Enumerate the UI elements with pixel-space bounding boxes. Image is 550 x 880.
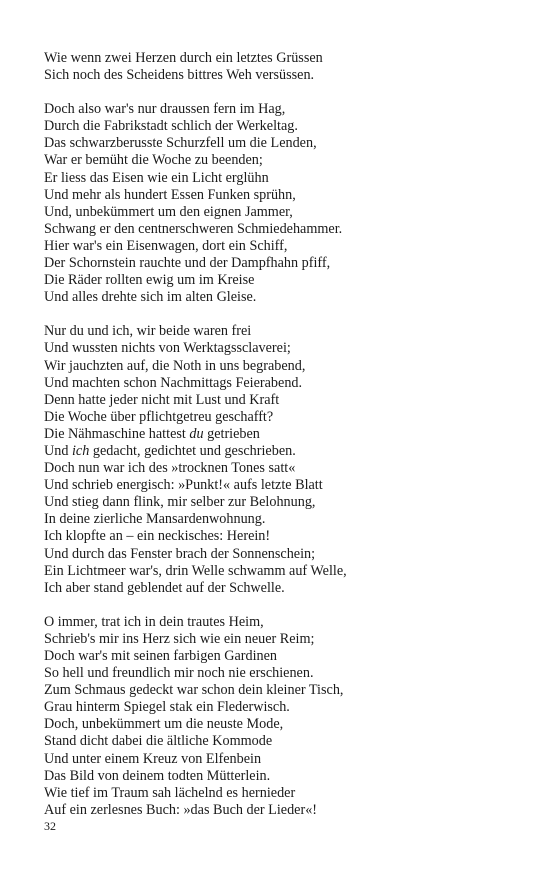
- verse-text: So hell und freundlich mir noch nie erschienen.: [44, 665, 314, 682]
- verse-line: [44, 409, 524, 426]
- verse-line: [44, 751, 524, 768]
- verse-line: [44, 733, 524, 750]
- verse-text: Er liess das Eisen wie ein Licht erglühn: [44, 169, 269, 186]
- verse-text: Und wussten nichts von Werktagssclaverei;: [44, 340, 291, 357]
- verse-line: [44, 50, 524, 67]
- verse-text: Und, unbekümmert um den eignen Jammer,: [44, 203, 293, 220]
- verse-line: [44, 187, 524, 204]
- verse-line: [44, 426, 524, 443]
- verse-line: [44, 699, 524, 716]
- verse-text: Die Woche über pflichtgetreu geschafft?: [44, 408, 274, 425]
- verse-line: [44, 375, 524, 392]
- verse-text: Der Schornstein rauchte und der Dampfhahn pfiff,: [44, 255, 331, 272]
- verse-text: Grau hinterm Spiegel stak ein Flederwisch.: [44, 699, 290, 716]
- verse-line: [44, 67, 524, 84]
- verse-line: [44, 580, 524, 597]
- verse-text: Wie tief im Traum sah lächelnd es hernieder: [44, 784, 296, 801]
- verse-text: Und unter einem Kreuz von Elfenbein: [44, 750, 262, 767]
- verse-line: [44, 238, 524, 255]
- verse-text: Die Nähmaschine hattest: [44, 425, 190, 442]
- verse-text: Wie wenn zwei Herzen durch ein letztes Grüssen: [44, 50, 323, 66]
- verse-line: [44, 802, 524, 819]
- poem-text: [44, 50, 524, 836]
- verse-line: [44, 323, 524, 340]
- verse-line: [44, 648, 524, 665]
- verse-line: [44, 392, 524, 409]
- verse-line: [44, 221, 524, 238]
- verse-line: [44, 358, 524, 375]
- verse-text: Und mehr als hundert Essen Funken sprühn,: [44, 186, 296, 203]
- verse-line: [44, 682, 524, 699]
- verse-text: Das schwarzberusste Schurzfell um die Lenden,: [44, 135, 317, 152]
- verse-text: Auf ein zerlesnes Buch: »das Buch der Lieder«!: [44, 801, 318, 818]
- stanza: [44, 101, 524, 306]
- stanza: [44, 614, 524, 819]
- verse-line: [44, 272, 524, 289]
- verse-text: Zum Schmaus gedeckt war schon dein kleiner Tisch,: [44, 682, 344, 699]
- verse-text: getrieben: [203, 425, 260, 442]
- verse-line: [44, 101, 524, 118]
- verse-text: Ich klopfte an – ein neckisches: Herein!: [44, 528, 271, 545]
- verse-line: [44, 340, 524, 357]
- verse-text: Doch, unbekümmert um die neuste Mode,: [44, 716, 284, 733]
- verse-text: Doch nun war ich des »trocknen Tones satt«: [44, 460, 296, 477]
- stanza: [44, 323, 524, 597]
- verse-text: Die Räder rollten ewig um im Kreise: [44, 272, 255, 289]
- verse-text: Wir jauchzten auf, die Noth in uns begrabend,: [44, 357, 306, 374]
- verse-line: [44, 443, 524, 460]
- verse-line: [44, 118, 524, 135]
- verse-line: [44, 785, 524, 802]
- verse-text: O immer, trat ich in dein trautes Heim,: [44, 613, 264, 630]
- verse-text: Schwang er den centnerschweren Schmiedehammer.: [44, 220, 343, 237]
- verse-line: [44, 631, 524, 648]
- emphasized-word: du: [189, 425, 204, 442]
- verse-text: In deine zierliche Mansardenwohnung.: [44, 511, 266, 528]
- verse-text: Hier war's ein Eisenwagen, dort ein Schiff,: [44, 237, 288, 254]
- verse-text: Doch war's mit seinen farbigen Gardinen: [44, 648, 278, 664]
- verse-line: [44, 528, 524, 545]
- stanza: [44, 50, 524, 84]
- verse-text: Das Bild von deinem todten Mütterlein.: [44, 767, 271, 784]
- verse-text: Nur du und ich, wir beide waren frei: [44, 323, 252, 340]
- verse-line: [44, 614, 524, 631]
- verse-text: Und machten schon Nachmittags Feierabend.: [44, 374, 303, 391]
- verse-line: [44, 152, 524, 169]
- verse-line: [44, 204, 524, 221]
- verse-line: [44, 170, 524, 187]
- verse-text: Denn hatte jeder nicht mit Lust und Kraft: [44, 391, 280, 408]
- page-number: 32: [44, 819, 56, 833]
- verse-line: [44, 494, 524, 511]
- verse-text: Durch die Fabrikstadt schlich der Werkeltag.: [44, 118, 298, 135]
- verse-line: [44, 460, 524, 477]
- verse-line: [44, 289, 524, 306]
- verse-line: [44, 768, 524, 785]
- verse-text: Stand dicht dabei die ältliche Kommode: [44, 733, 273, 750]
- emphasized-word: ich: [71, 442, 90, 459]
- verse-line: [44, 546, 524, 563]
- verse-text: Und durch das Fenster brach der Sonnenschein;: [44, 545, 316, 562]
- verse-text: Ein Lichtmeer war's, drin Welle schwamm auf Welle,: [44, 562, 347, 579]
- verse-text: Schrieb's mir ins Herz sich wie ein neuer Reim;: [44, 630, 315, 647]
- verse-text: Und stieg dann flink, mir selber zur Belohnung,: [44, 494, 316, 511]
- verse-text: Sich noch des Scheidens bittres Weh versüssen.: [44, 67, 315, 84]
- verse-text: War er bemüht die Woche zu beenden;: [44, 152, 263, 169]
- verse-line: [44, 511, 524, 528]
- verse-text: Ich aber stand geblendet auf der Schwelle.: [44, 579, 285, 596]
- verse-text: gedacht, gedichtet und geschrieben.: [89, 442, 296, 459]
- verse-line: [44, 135, 524, 152]
- verse-text: Und schrieb energisch: »Punkt!« aufs letzte Blatt: [44, 477, 323, 494]
- verse-line: [44, 477, 524, 494]
- verse-line: [44, 716, 524, 733]
- verse-text: Doch also war's nur draussen fern im Hag,: [44, 101, 286, 118]
- verse-line: [44, 255, 524, 272]
- verse-line: [44, 563, 524, 580]
- verse-line: [44, 665, 524, 682]
- verse-text: Und: [44, 442, 72, 459]
- verse-text: Und alles drehte sich im alten Gleise.: [44, 289, 257, 306]
